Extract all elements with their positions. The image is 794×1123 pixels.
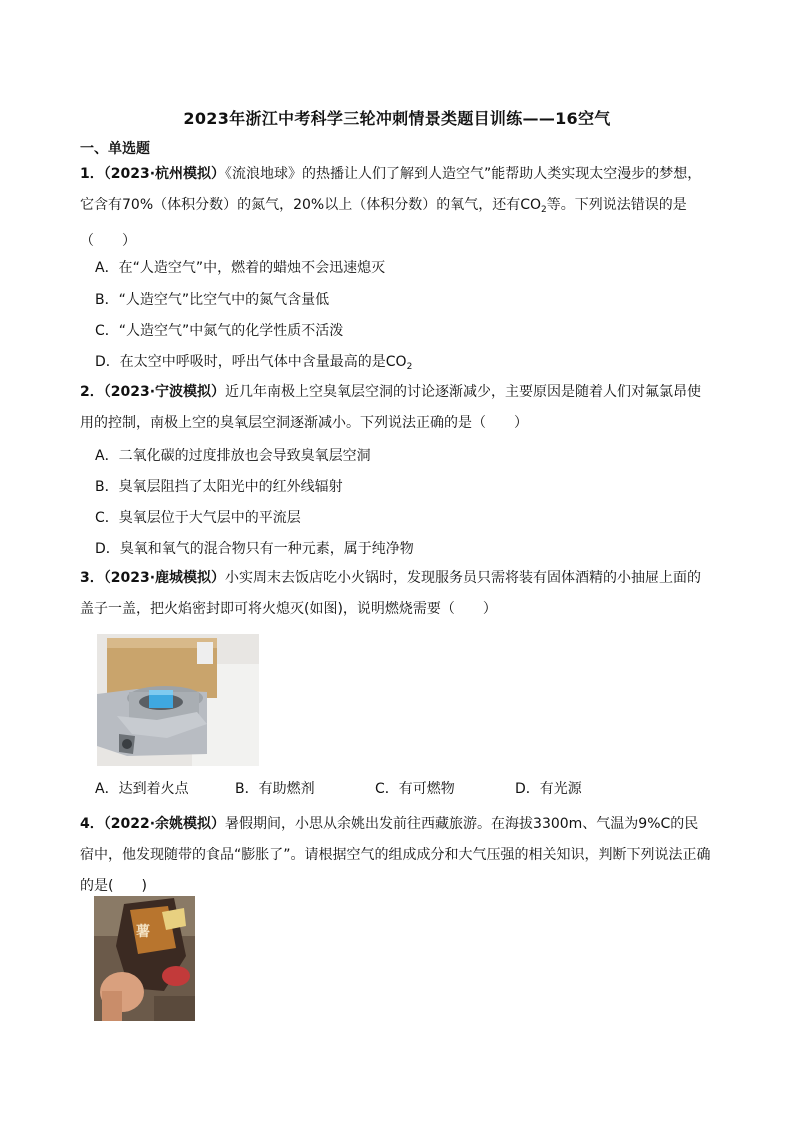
question-text: 小实周末去饭店吃小火锅时，发现服务员只需将装有固体酒精的小抽屉上面的盖子一盖，把火焰密封即可将火熄灭(如图)，说明燃烧需要（ ） bbox=[80, 570, 702, 617]
question-4 bbox=[80, 809, 712, 902]
question-number: 4． bbox=[80, 816, 104, 832]
options-row bbox=[95, 778, 655, 798]
option-c[interactable]: C．有可燃物 bbox=[375, 781, 455, 797]
option-c[interactable]: C．臭氧层位于大气层中的平流层 bbox=[95, 510, 301, 526]
option-a[interactable]: A．二氧化碳的过度排放也会导致臭氧层空洞 bbox=[95, 448, 371, 464]
option-b[interactable]: B．“人造空气”比空气中的氮气含量低 bbox=[95, 292, 330, 308]
subscript: 2 bbox=[541, 205, 547, 215]
svg-text:薯: 薯 bbox=[136, 924, 150, 940]
question-number: 2． bbox=[80, 384, 104, 400]
question-1 bbox=[80, 159, 712, 257]
option-d[interactable]: D．臭氧和氧气的混合物只有一种元素，属于纯净物 bbox=[95, 541, 414, 557]
question-source: （2022·余姚模拟） bbox=[103, 816, 226, 832]
question-2 bbox=[80, 377, 712, 439]
subscript: 2 bbox=[406, 362, 413, 372]
question-source: （2023·宁波模拟） bbox=[103, 384, 226, 400]
option-d[interactable] bbox=[95, 352, 412, 377]
option-b[interactable]: B．有助燃剂 bbox=[235, 781, 315, 797]
option-d[interactable]: D．有光源 bbox=[515, 781, 582, 797]
hotpot-stove-image bbox=[97, 634, 259, 766]
snack-bag-photo bbox=[94, 896, 195, 1021]
option-a[interactable]: A．达到着火点 bbox=[95, 781, 189, 797]
question-text: 《流浪地球》的热播让人们了解到人造空气”能帮助人类实现太空漫步的梦想，它含有70%（体积分数）的氮气，20%以上（体积分数）的氧气，还有CO bbox=[80, 166, 702, 213]
question-number: 1． bbox=[80, 166, 104, 182]
question-number: 3． bbox=[80, 570, 104, 586]
question-text-cont: 等。下列说法错误的是（ ） bbox=[80, 197, 687, 249]
option-d-text: D．在太空中呼吸时，呼出气体中含量最高的是CO bbox=[95, 354, 407, 370]
question-text: 暑假期间，小思从余姚出发前往西藏旅游。在海拔3300m、气温为9%C的民宿中，他发现随带的食品“膨胀了”。请根据空气的组成成分和大气压强的相关知识，判断下列说法正确的是( ) bbox=[80, 816, 711, 894]
option-b[interactable]: B．臭氧层阻挡了太阳光中的红外线辐射 bbox=[95, 479, 343, 495]
option-c[interactable]: C．“人造空气”中氮气的化学性质不活泼 bbox=[95, 323, 344, 339]
question-source: （2023·鹿城模拟） bbox=[103, 570, 226, 586]
section-heading: 一、单选题 bbox=[80, 141, 150, 157]
option-a[interactable]: A．在“人造空气”中，燃着的蜡烛不会迅速熄灭 bbox=[95, 260, 386, 276]
question-source: （2023·杭州模拟） bbox=[103, 166, 226, 182]
question-text: 近几年南极上空臭氧层空洞的讨论逐渐减少，主要原因是随着人们对氟氯昂使用的控制，南极上空的臭氧层空洞逐渐减小。下列说法正确的是（ ） bbox=[80, 384, 702, 431]
page-title: 2023年浙江中考科学三轮冲刺情景类题目训练——16空气 bbox=[183, 109, 611, 128]
question-3 bbox=[80, 563, 712, 625]
